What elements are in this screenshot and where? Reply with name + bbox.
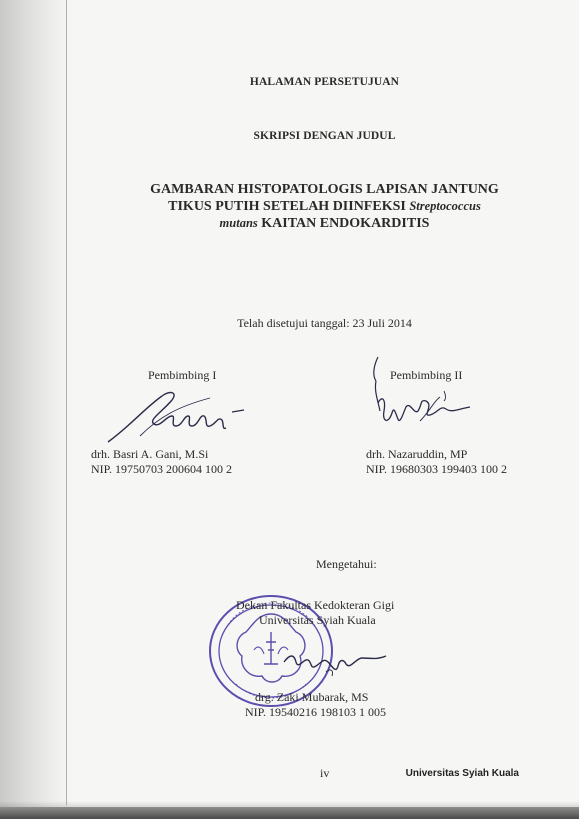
book-gutter-shadow [0, 0, 70, 819]
title-italic-species: mutans [219, 216, 258, 230]
binding-line [66, 0, 67, 805]
title-line-1: GAMBARAN HISTOPATOLOGIS LAPISAN JANTUNG [150, 182, 499, 197]
supervisor-2-role: Pembimbing II [390, 368, 463, 382]
supervisor-1-name: drh. Basri A. Gani, M.Si [91, 447, 209, 461]
title-italic-genus: Streptococcus [409, 199, 481, 213]
thesis-title [70, 181, 579, 232]
supervisor-2-signature [360, 355, 490, 445]
title-line-2: TIKUS PUTIH SETELAH DIINFEKSI Streptococcus [168, 199, 481, 214]
supervisor-2-nip: NIP. 19680303 199403 100 2 [366, 462, 508, 476]
page-subheading: SKRIPSI DENGAN JUDUL [253, 130, 396, 142]
dean-nip: NIP. 19540216 198103 1 005 [245, 705, 387, 719]
book-bottom-edge [0, 807, 579, 819]
dean-university: Universitas Syiah Kuala [259, 613, 376, 627]
acknowledged-label: Mengetahui: [316, 557, 377, 571]
dean-name: drg. Zaki Mubarak, MS [255, 690, 369, 704]
supervisor-1-signature [100, 386, 250, 446]
approval-date: Telah disetujui tanggal: 23 Juli 2014 [237, 316, 412, 330]
dean-position: Dekan Fakultas Kedokteran Gigi [236, 598, 395, 612]
footer-university: Universitas Syiah Kuala [405, 768, 519, 779]
supervisor-2-name: drh. Nazaruddin, MP [366, 447, 468, 461]
page-number: iv [320, 766, 330, 780]
dean-signature [280, 640, 390, 680]
supervisor-1-nip: NIP. 19750703 200604 100 2 [91, 462, 233, 476]
title-line-3: mutans KAITAN ENDOKARDITIS [219, 216, 430, 231]
supervisor-1-role: Pembimbing I [148, 368, 217, 382]
page-heading: HALAMAN PERSETUJUAN [249, 76, 400, 88]
